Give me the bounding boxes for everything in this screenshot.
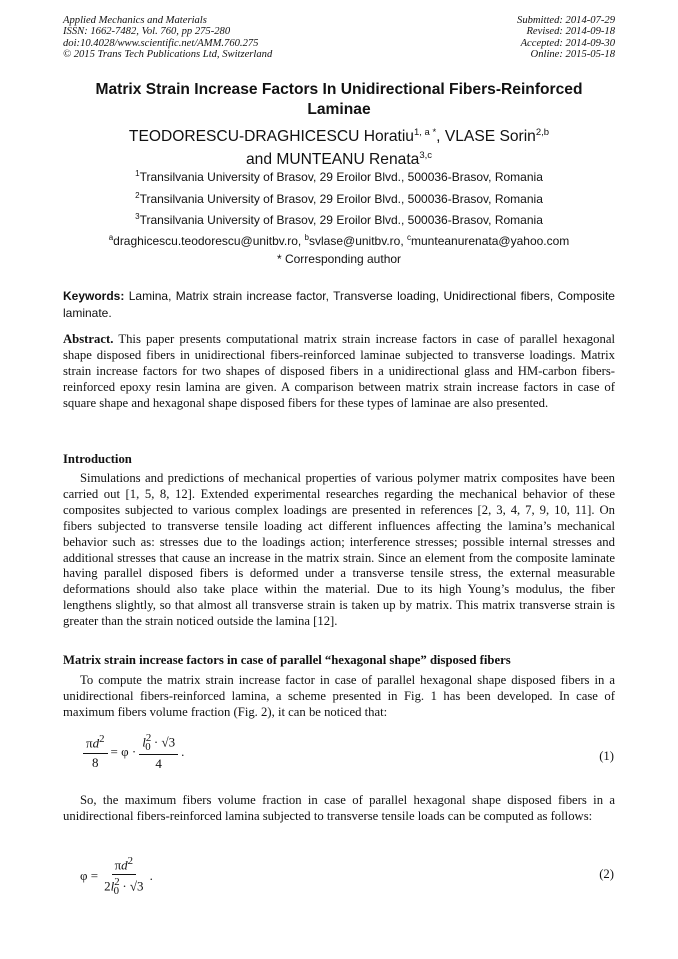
affiliation-2: $^2$Transilvania University of Brasov, 29 Eroilor Blvd., 500036-Brasov, Romania <box>135 191 543 206</box>
keywords <box>63 288 615 322</box>
journal-name: Applied Mechanics and Materials <box>63 15 207 26</box>
submitted-date: Submitted: 2014-07-29 <box>517 15 615 26</box>
paper-title: Matrix Strain Increase Factors In Unidirectional Fibers-Reinforced Laminae <box>95 81 583 118</box>
online-date: Online: 2015-05-18 <box>530 48 615 60</box>
authors: TEODORESCU-DRAGHICESCU Horatiu$^{1, a *}$, VLASE Sorin$^{2,b}$ and MUNTEANU Renata$^{3,c}$ <box>128 127 550 169</box>
author-2: VLASE Sorin <box>444 128 536 146</box>
email-link[interactable]: svlase@unitbv.ro <box>309 234 401 248</box>
journal-info <box>63 15 272 60</box>
abstract-text: This paper presents computational matrix strain increase factors in case of parallel hexagonal shape disposed fibers in unidirectional fibers-reinforced laminae subjected to transverse loadings. Matrix strain increase factors for two shapes of disposed fibers in a unidirectional glass and HM-carbon fibers-reinforced epoxy resin lamina are given. A comparison between matrix strain increase factors in case of square shape and hexagonal shape disposed fibers for these types of laminae are also presented. <box>63 332 615 410</box>
section-paragraph-2: So, the maximum fibers volume fraction in case of parallel hexagonal shape disposed fibers in a unidirectional fibers-reinforced lamina subjected to transverse tensile loads can be computed as follows: <box>63 793 615 823</box>
accepted-date: Accepted: 2014-09-30 <box>520 37 615 49</box>
doi: doi:10.4028/www.scientific.net/AMM.760.275 <box>63 37 259 49</box>
and-text: and <box>245 151 272 169</box>
affiliation-1: $^1$Transilvania University of Brasov, 29 Eroilor Blvd., 500036-Brasov, Romania <box>135 169 543 184</box>
author-3: MUNTEANU Renata <box>276 151 420 169</box>
dates-info <box>517 15 615 60</box>
author-2-sup: 2,b <box>535 127 550 138</box>
author-1-sup: 1, a * <box>413 127 437 138</box>
keywords-label: Keywords: <box>63 289 125 303</box>
issn: ISSN: 1662-7482, Vol. 760, pp 275-280 <box>63 26 231 38</box>
equation-1-number: (1) <box>599 749 614 763</box>
introduction-heading: Introduction <box>63 452 132 466</box>
equation-1: $\frac{\pi d^2}{8}$ = φ · $\frac{l^2_0 \cdot √3}{4}$ . <box>80 732 184 772</box>
section-paragraph-1: To compute the matrix strain increase factor in case of parallel hexagonal shape disposed fibers in a unidirectional fibers-reinforced lamina, a scheme presented in Fig. 1 has been developed. In case of maximum fibers volume fraction (Fig. 2), it can be noticed that: <box>63 673 615 719</box>
emails: $^a$draghicescu.teodorescu@unitbv.ro, $^b$svlase@unitbv.ro, $^c$munteanurenata@yahoo.com <box>108 233 570 248</box>
author-1: TEODORESCU-DRAGHICESCU Horatiu <box>128 128 414 146</box>
abstract <box>63 332 615 412</box>
corresponding-author-note: * Corresponding author <box>276 252 402 266</box>
author-3-sup: 3,c <box>419 150 433 162</box>
copyright: © 2015 Trans Tech Publications Ltd, Switzerland <box>63 48 273 60</box>
email-link[interactable]: draghicescu.teodorescu@unitbv.ro <box>113 234 298 248</box>
equation-2-number: (2) <box>599 867 614 881</box>
keywords-text: Lamina, Matrix strain increase factor, Transverse loading, Unidirectional fibers, Composite laminate. <box>63 289 615 320</box>
section-heading: Matrix strain increase factors in case of parallel “hexagonal shape” disposed fibers <box>63 653 511 667</box>
introduction-paragraph: Simulations and predictions of mechanical properties of various polymer matrix composites have been carried out [1, 5, 8, 12]. Extended experimental researches regarding the mechanical behavior of these composites subjected to various complex loadings are presented in references [2, 3, 4, 7, 9, 10, 11]. On fibers subjected to transverse tensile loading act different influences affecting the lamina’s mechanical behavior such as: stresses due to the loadings action; interference stresses; possible internal stresses and additional stresses that cause an increase in the matrix strain. Since an element from the composite laminate having parallel disposed fibers is deformed under a transverse tensile stress, the external measurable deformations should also take place within the material. Due to its high Young’s modulus, the fiber lengthens slightly, so that almost all transverse strain is taken up by matrix. This matrix transverse strain is greater than the strain noticed outside the lamina [12]. <box>63 471 615 629</box>
abstract-label: Abstract. <box>63 332 114 346</box>
equation-2: φ = $\frac{\pi d^2}{2l^2_0 \cdot √3}$ . <box>80 855 153 898</box>
email-link[interactable]: munteanurenata@yahoo.com <box>411 234 570 248</box>
revised-date: Revised: 2014-09-18 <box>526 26 615 38</box>
affiliation-3: $^3$Transilvania University of Brasov, 29 Eroilor Blvd., 500036-Brasov, Romania <box>135 212 543 227</box>
